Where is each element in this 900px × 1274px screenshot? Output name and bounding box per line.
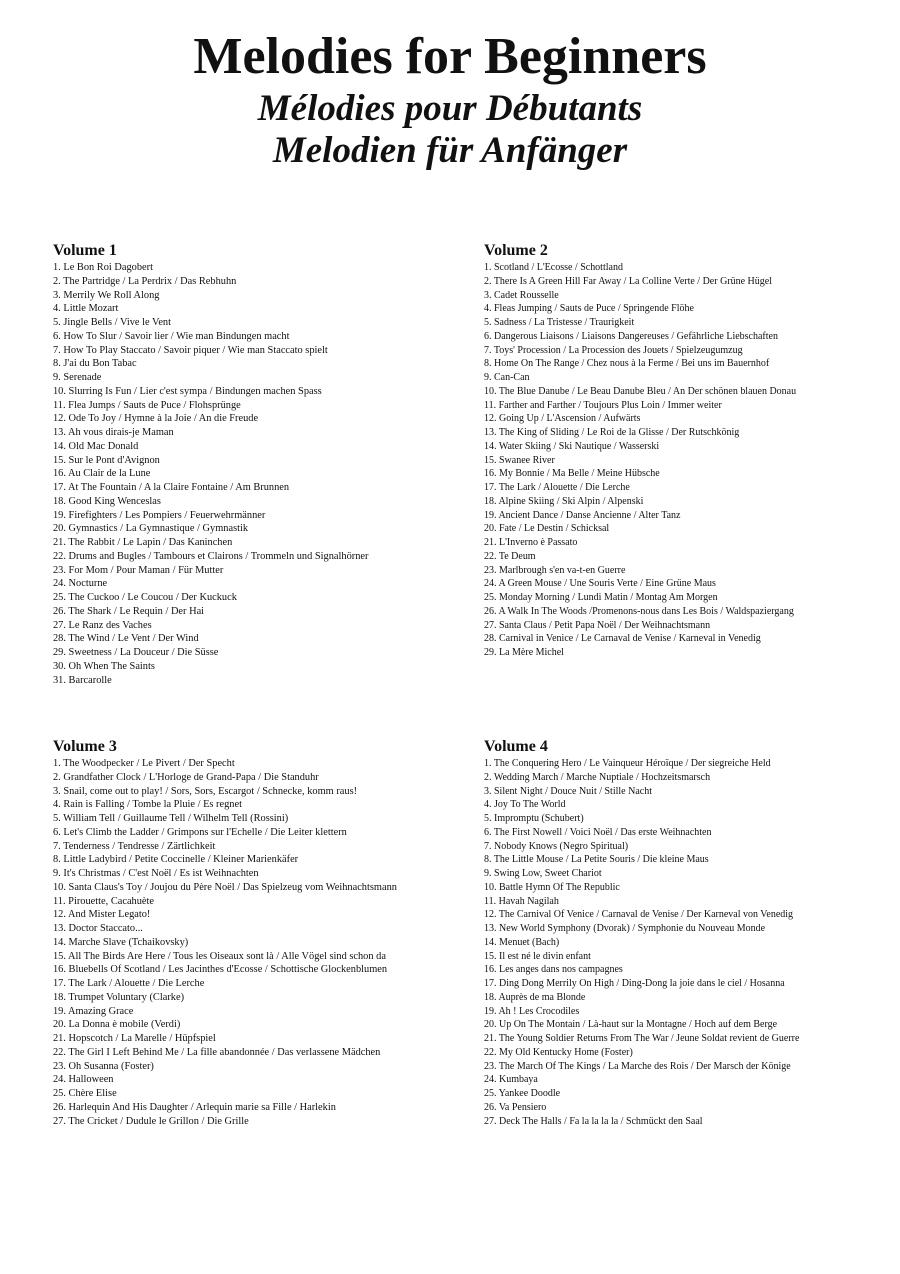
song-item: 23. Marlbrough s'en va-t-en Guerre bbox=[484, 564, 626, 576]
song-item: 24. Kumbaya bbox=[484, 1074, 538, 1086]
volume-title: Volume 1 bbox=[53, 242, 117, 259]
song-item: 19. Firefighters / Les Pompiers / Feuerwehrmänner bbox=[53, 509, 266, 521]
song-item: 26. Va Pensiero bbox=[484, 1101, 547, 1113]
song-item: 28. The Wind / Le Vent / Der Wind bbox=[53, 633, 199, 645]
song-item: 11. Farther and Farther / Toujours Plus Loin / Immer weiter bbox=[484, 399, 722, 411]
song-item: 9. It's Christmas / C'est Noël / Es ist Weihnachten bbox=[53, 868, 259, 879]
song-item: 7. Toys' Procession / La Procession des Jouets / Spielzeugumzug bbox=[484, 344, 743, 356]
song-item: 13. Ah vous dirais-je Maman bbox=[53, 427, 174, 438]
song-item: 14. Marche Slave (Tchaikovsky) bbox=[53, 936, 189, 948]
song-item: 10. Slurring Is Fun / Lier c'est sympa / Bindungen machen Spass bbox=[53, 385, 322, 397]
song-item: 24. A Green Mouse / Une Souris Verte / Eine Grüne Maus bbox=[484, 578, 716, 590]
song-item: 7. Tenderness / Tendresse / Zärtlichkeit bbox=[53, 840, 216, 852]
song-item: 2. Wedding March / Marche Nuptiale / Hochzeitsmarsch bbox=[484, 771, 711, 783]
song-item: 17. The Lark / Alouette / Die Lerche bbox=[484, 482, 630, 493]
song-item: 5. Sadness / La Tristesse / Traurigkeit bbox=[484, 317, 635, 328]
song-item: 20. Up On The Montain / Là-haut sur la Montagne / Hoch auf dem Berge bbox=[484, 1019, 778, 1031]
volume-3-section bbox=[53, 738, 473, 1128]
volume-title: Volume 3 bbox=[53, 738, 117, 755]
volume-2-song-list bbox=[484, 261, 900, 660]
song-item: 5. William Tell / Guillaume Tell / Wilhelm Tell (Rossini) bbox=[53, 813, 289, 824]
song-item: 22. Drums and Bugles / Tambours et Clairons / Trommeln und Signalhörner bbox=[53, 550, 369, 562]
song-item: 16. Les anges dans nos campagnes bbox=[484, 964, 623, 976]
song-item: 16. Bluebells Of Scotland / Les Jacinthes d'Ecosse / Schottische Glockenblumen bbox=[53, 964, 388, 976]
song-item: 25. Yankee Doodle bbox=[484, 1088, 561, 1099]
song-item: 7. Nobody Knows (Negro Spiritual) bbox=[484, 840, 629, 852]
song-item: 6. The First Nowell / Voici Noël / Das erste Weihnachten bbox=[484, 826, 712, 838]
song-item: 14. Old Mac Donald bbox=[53, 440, 139, 452]
song-item: 27. Deck The Halls / Fa la la la la / Schmückt den Saal bbox=[484, 1115, 703, 1127]
volume-title: Volume 4 bbox=[484, 738, 548, 755]
subtitle-german: Melodien für Anfänger bbox=[272, 130, 628, 171]
song-item: 27. The Cricket / Dudule le Grillon / Die Grille bbox=[53, 1115, 249, 1127]
song-item: 15. Sur le Pont d'Avignon bbox=[53, 454, 160, 466]
song-item: 16. Au Clair de la Lune bbox=[53, 468, 151, 480]
song-item: 5. Impromptu (Schubert) bbox=[484, 813, 584, 824]
song-item: 4. Rain is Falling / Tombe la Pluie / Es regnet bbox=[53, 799, 242, 811]
volume-4-song-list bbox=[484, 757, 900, 1128]
song-item: 6. Let's Climb the Ladder / Grimpons sur l'Echelle / Die Leiter klettern bbox=[53, 826, 347, 838]
page-title: Melodies for Beginners bbox=[193, 28, 707, 85]
song-item: 17. Ding Dong Merrily On High / Ding-Dong la joie dans le ciel / Hosanna bbox=[484, 978, 785, 989]
song-item: 31. Barcarolle bbox=[53, 674, 112, 686]
song-item: 10. Santa Claus's Toy / Joujou du Père Noël / Das Spielzeug vom Weihnachtsmann bbox=[53, 881, 397, 893]
song-item: 27. Le Ranz des Vaches bbox=[53, 619, 152, 631]
volume-3-song-list bbox=[53, 757, 473, 1128]
song-item: 6. How To Slur / Savoir lier / Wie man Bindungen macht bbox=[53, 330, 290, 342]
volume-1-section bbox=[53, 242, 473, 687]
subtitle-french: Mélodies pour Débutants bbox=[257, 88, 643, 129]
song-item: 20. Fate / Le Destin / Schicksal bbox=[484, 523, 610, 535]
song-item: 23. Oh Susanna (Foster) bbox=[53, 1060, 154, 1072]
song-item: 26. Harlequin And His Daughter / Arlequin marie sa Fille / Harlekin bbox=[53, 1101, 336, 1113]
song-item: 21. The Young Soldier Returns From The War / Jeune Soldat revient de Guerre bbox=[484, 1033, 800, 1044]
song-item: 13. The King of Sliding / Le Roi de la Glisse / Der Rutschkönig bbox=[484, 427, 740, 438]
song-item: 28. Carnival in Venice / Le Carnaval de Venise / Karneval in Venedig bbox=[484, 633, 761, 645]
song-item: 8. Home On The Range / Chez nous à la Ferme / Bei uns im Bauernhof bbox=[484, 358, 770, 370]
song-item: 22. The Girl I Left Behind Me / La fille abandonnée / Das verlassene Mädchen bbox=[53, 1046, 381, 1058]
song-item: 25. The Cuckoo / Le Coucou / Der Kuckuck bbox=[53, 592, 237, 603]
song-item: 17. The Lark / Alouette / Die Lerche bbox=[53, 978, 205, 989]
song-item: 12. And Mister Legato! bbox=[53, 909, 151, 921]
song-item: 5. Jingle Bells / Vive le Vent bbox=[53, 317, 172, 328]
song-item: 1. Scotland / L'Ecosse / Schottland bbox=[484, 262, 623, 273]
volume-4-section bbox=[484, 738, 900, 1128]
song-item: 21. The Rabbit / Le Lapin / Das Kaninchen bbox=[53, 537, 233, 548]
song-item: 20. Gymnastics / La Gymnastique / Gymnastik bbox=[53, 523, 249, 535]
song-item: 25. Chère Elise bbox=[53, 1088, 117, 1099]
song-item: 12. Going Up / L'Ascension / Aufwärts bbox=[484, 413, 641, 425]
song-item: 30. Oh When The Saints bbox=[53, 660, 155, 672]
song-item: 3. Merrily We Roll Along bbox=[53, 289, 160, 301]
song-item: 2. Grandfather Clock / L'Horloge de Grand-Papa / Die Standuhr bbox=[53, 771, 319, 783]
song-item: 18. Good King Wenceslas bbox=[53, 495, 161, 507]
song-item: 22. My Old Kentucky Home (Foster) bbox=[484, 1046, 633, 1058]
song-item: 15. Swanee River bbox=[484, 454, 555, 466]
song-item: 7. How To Play Staccato / Savoir piquer / Wie man Staccato spielt bbox=[53, 344, 328, 356]
song-item: 3. Snail, come out to play! / Sors, Sors, Escargot / Schnecke, komm raus! bbox=[53, 785, 358, 797]
song-item: 15. Il est né le divin enfant bbox=[484, 950, 591, 962]
song-item: 1. Le Bon Roi Dagobert bbox=[53, 262, 153, 273]
song-item: 24. Nocturne bbox=[53, 578, 108, 590]
song-item: 2. The Partridge / La Perdrix / Das Rebhuhn bbox=[53, 275, 237, 287]
song-item: 14. Menuet (Bach) bbox=[484, 936, 560, 948]
song-item: 27. Santa Claus / Petit Papa Noël / Der Weihnachtsmann bbox=[484, 619, 711, 631]
song-item: 3. Cadet Rousselle bbox=[484, 289, 559, 301]
page-header bbox=[0, 26, 900, 172]
song-item: 17. At The Fountain / A la Claire Fontaine / Am Brunnen bbox=[53, 482, 290, 493]
song-item: 1. The Conquering Hero / Le Vainqueur Héroïque / Der siegreiche Held bbox=[484, 758, 771, 769]
song-item: 12. The Carnival Of Venice / Carnaval de Venise / Der Karneval von Venedig bbox=[484, 909, 794, 921]
song-item: 10. The Blue Danube / Le Beau Danube Bleu / An Der schönen blauen Donau bbox=[484, 385, 797, 397]
song-item: 26. A Walk In The Woods /Promenons-nous dans Les Bois / Waldspaziergang bbox=[484, 605, 794, 617]
song-item: 8. The Little Mouse / La Petite Souris / Die kleine Maus bbox=[484, 854, 709, 866]
song-item: 13. New World Symphony (Dvorak) / Symphonie du Nouveau Monde bbox=[484, 923, 766, 934]
song-item: 18. Alpine Skiing / Ski Alpin / Alpenski bbox=[484, 495, 644, 507]
song-item: 25. Monday Morning / Lundi Matin / Montag Am Morgen bbox=[484, 592, 718, 603]
song-item: 3. Silent Night / Douce Nuit / Stille Nacht bbox=[484, 785, 652, 797]
song-item: 8. Little Ladybird / Petite Coccinelle / Kleiner Marienkäfer bbox=[53, 854, 299, 866]
song-item: 6. Dangerous Liaisons / Liaisons Dangereuses / Gefährliche Liebschaften bbox=[484, 330, 778, 342]
song-item: 12. Ode To Joy / Hymne à la Joie / An die Freude bbox=[53, 413, 259, 425]
song-item: 11. Havah Nagilah bbox=[484, 895, 559, 907]
song-item: 19. Amazing Grace bbox=[53, 1005, 134, 1017]
song-item: 15. All The Birds Are Here / Tous les Oiseaux sont là / Alle Vögel sind schon da bbox=[53, 950, 386, 962]
song-item: 26. The Shark / Le Requin / Der Hai bbox=[53, 605, 205, 617]
song-item: 11. Flea Jumps / Sauts de Puce / Flohsprünge bbox=[53, 399, 241, 411]
song-item: 2. There Is A Green Hill Far Away / La Colline Verte / Der Grüne Hügel bbox=[484, 275, 772, 287]
song-item: 18. Auprès de ma Blonde bbox=[484, 991, 586, 1003]
song-item: 23. The March Of The Kings / La Marche des Rois / Der Marsch der Könige bbox=[484, 1060, 791, 1072]
song-item: 4. Fleas Jumping / Sauts de Puce / Springende Flöhe bbox=[484, 303, 694, 315]
volume-1-song-list bbox=[53, 261, 473, 687]
song-item: 4. Little Mozart bbox=[53, 303, 119, 315]
song-item: 21. Hopscotch / La Marelle / Hüpfspiel bbox=[53, 1033, 216, 1044]
song-item: 29. Sweetness / La Douceur / Die Süsse bbox=[53, 647, 219, 658]
song-item: 24. Halloween bbox=[53, 1074, 114, 1086]
song-item: 29. La Mère Michel bbox=[484, 647, 564, 658]
volume-title: Volume 2 bbox=[484, 242, 548, 259]
song-item: 9. Can-Can bbox=[484, 372, 530, 383]
volume-2-section bbox=[484, 242, 900, 660]
song-item: 20. La Donna è mobile (Verdi) bbox=[53, 1019, 181, 1031]
song-item: 13. Doctor Staccato... bbox=[53, 923, 143, 934]
song-item: 4. Joy To The World bbox=[484, 799, 566, 811]
song-item: 21. L'Inverno è Passato bbox=[484, 537, 578, 548]
song-item: 23. For Mom / Pour Maman / Für Mutter bbox=[53, 564, 224, 576]
song-item: 19. Ancient Dance / Danse Ancienne / Alter Tanz bbox=[484, 509, 681, 521]
song-item: 11. Pirouette, Cacahuète bbox=[53, 895, 155, 907]
song-item: 16. My Bonnie / Ma Belle / Meine Hübsche bbox=[484, 468, 660, 480]
song-item: 8. J'ai du Bon Tabac bbox=[53, 358, 137, 370]
song-item: 19. Ah ! Les Crocodiles bbox=[484, 1005, 580, 1017]
song-item: 1. The Woodpecker / Le Pivert / Der Specht bbox=[53, 758, 235, 769]
song-item: 9. Swing Low, Sweet Chariot bbox=[484, 868, 602, 879]
song-item: 14. Water Skiing / Ski Nautique / Wasserski bbox=[484, 440, 660, 452]
song-item: 9. Serenade bbox=[53, 372, 102, 383]
song-item: 18. Trumpet Voluntary (Clarke) bbox=[53, 991, 185, 1003]
song-item: 22. Te Deum bbox=[484, 550, 536, 562]
song-item: 10. Battle Hymn Of The Republic bbox=[484, 881, 620, 893]
